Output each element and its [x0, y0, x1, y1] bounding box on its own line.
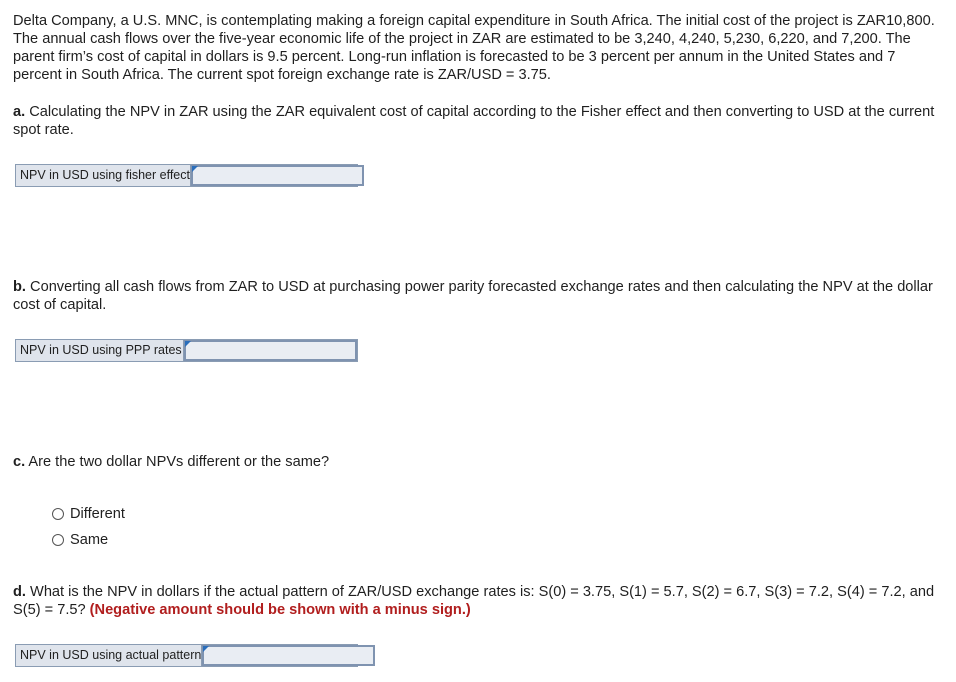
part-d-npv-input[interactable]: [202, 645, 375, 666]
radio-button-icon[interactable]: [52, 508, 64, 520]
radio-option-same[interactable]: [52, 531, 108, 549]
part-d-sign-note: (Negative amount should be shown with a minus sign.): [89, 602, 471, 618]
part-a-npv-input[interactable]: [191, 165, 364, 186]
part-d-question: [13, 583, 948, 619]
part-b-npv-input[interactable]: [184, 340, 357, 361]
part-a-letter: a.: [13, 104, 26, 120]
radio-label-same: Same: [70, 532, 109, 548]
radio-button-icon[interactable]: [52, 534, 64, 546]
part-c-text: Are the two dollar NPVs different or the same?: [25, 454, 330, 470]
part-b-answer-row: [15, 339, 358, 362]
part-b-question: [13, 278, 948, 314]
part-d-answer-label: NPV in USD using actual pattern: [16, 645, 202, 666]
part-c-letter: c.: [13, 454, 26, 470]
part-b-answer-label: NPV in USD using PPP rates: [16, 340, 184, 361]
part-a-question: [13, 103, 948, 139]
part-d-answer-row: [15, 644, 358, 667]
part-d-letter: d.: [13, 584, 26, 600]
part-a-answer-label: NPV in USD using fisher effect: [16, 165, 191, 186]
problem-intro: Delta Company, a U.S. MNC, is contemplating making a foreign capital expenditure in South Africa. The initial cost of the project is ZAR10,800. The annual cash flows over the five-year economic life of the project in ZAR are estimated to be 3,240, 4,240, 5,230, 6,220, and 7,200. The parent firm’s cost of capital in dollars is 9.5 percent. Long-run inflation is forecasted to be 3 percent per annum in the United States and 7 percent in South Africa. The current spot foreign exchange rate is ZAR/USD = 3.75.: [13, 13, 935, 83]
part-a-text: Calculating the NPV in ZAR using the ZAR equivalent cost of capital according to the Fisher effect and then converting to USD at the current spot rate.: [13, 104, 935, 138]
part-d-text: What is the NPV in dollars if the actual pattern of ZAR/USD exchange rates is: S(0) = 3.75, S(1) = 5.7, S(2) = 6.7, S(3) = 7.2, S(4) = 7.2, and S(5) = 7.5?: [13, 584, 935, 618]
radio-label-different: Different: [70, 506, 125, 522]
part-a-answer-row: [15, 164, 358, 187]
part-b-text: Converting all cash flows from ZAR to USD at purchasing power parity forecasted exchange rates and then calculating the NPV at the dollar cost of capital.: [13, 279, 933, 313]
part-b-letter: b.: [13, 279, 26, 295]
part-c-question: [13, 453, 948, 471]
radio-option-different[interactable]: [52, 505, 125, 523]
